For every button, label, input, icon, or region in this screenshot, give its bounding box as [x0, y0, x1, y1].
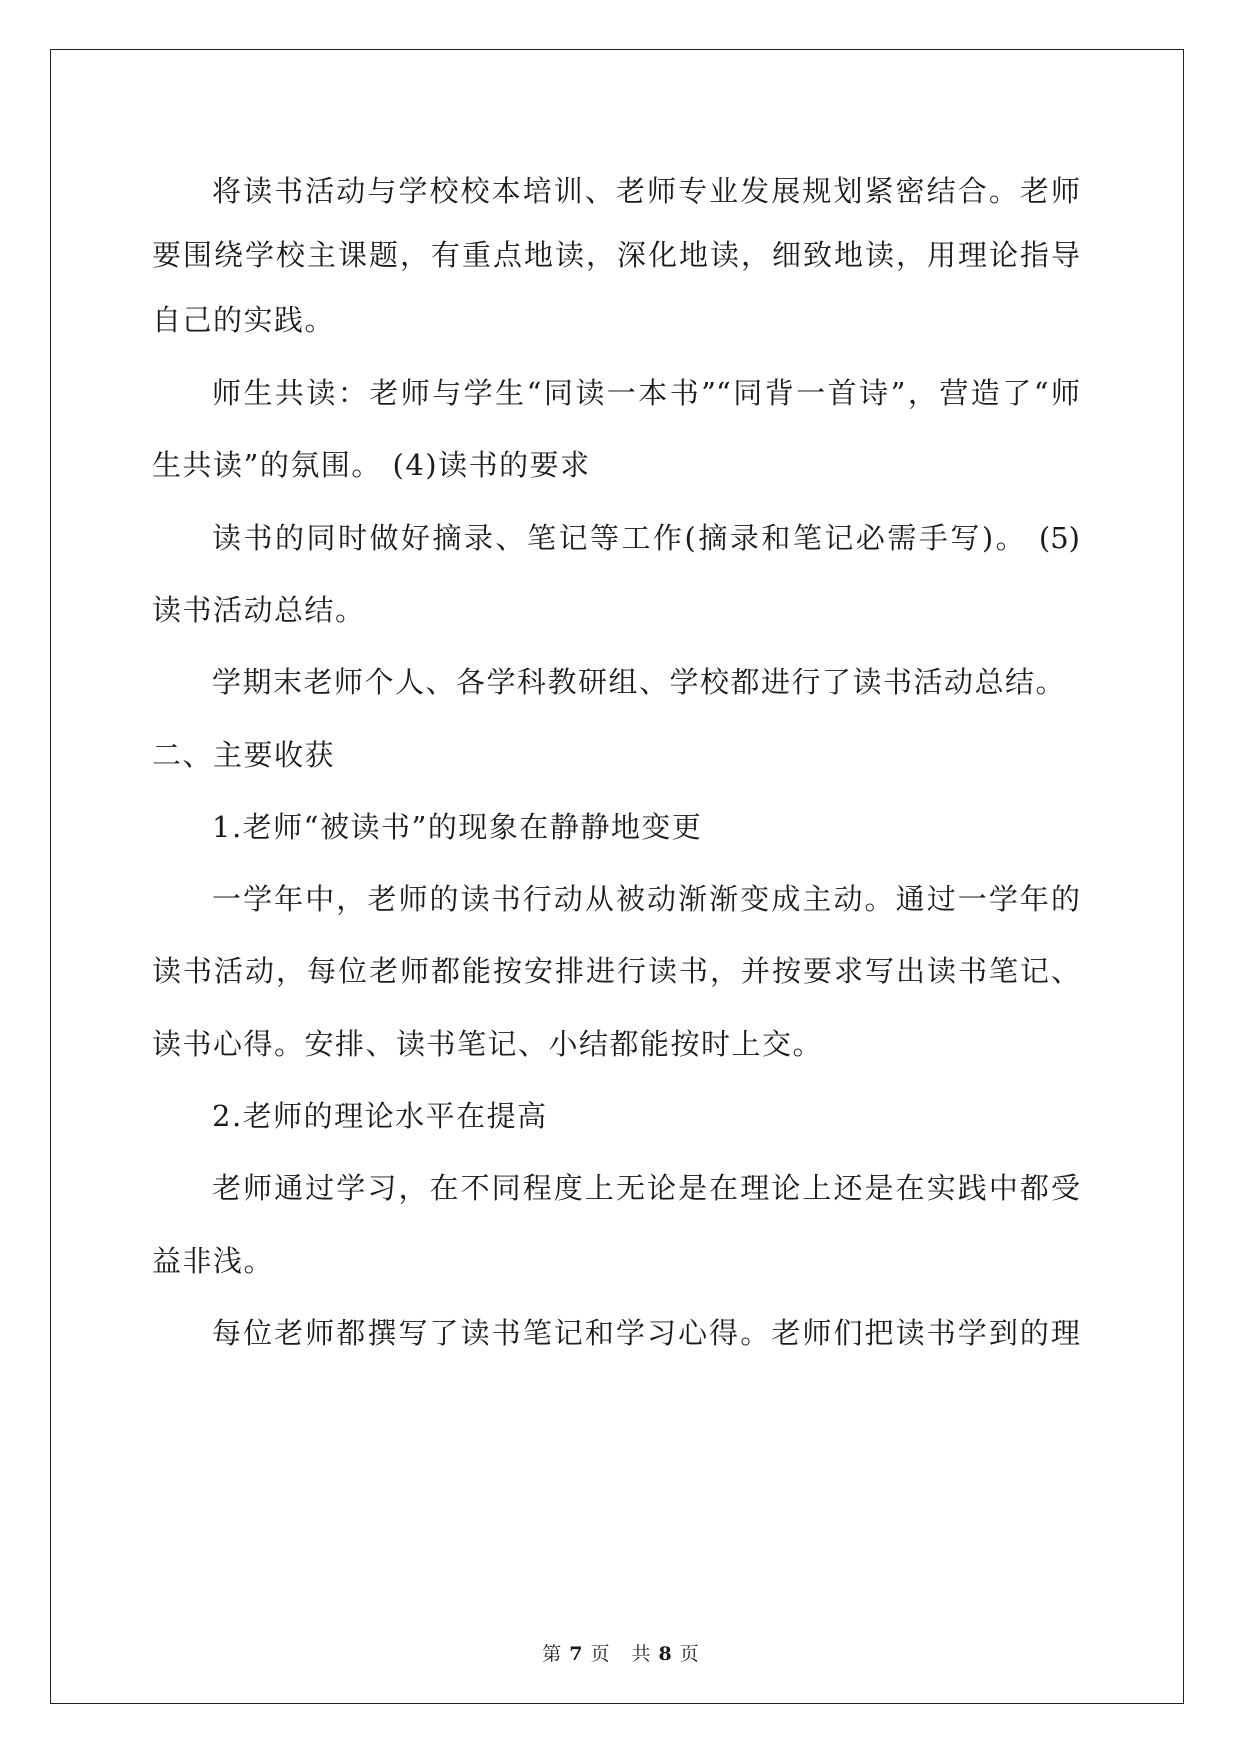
body-line-12: 老师通过学习，在不同程度上无论是在理论上还是在实践中都受: [212, 1171, 1080, 1205]
body-line-14: 每位老师都撰写了读书笔记和学习心得。老师们把读书学到的理: [212, 1316, 1080, 1350]
page-number: 第 7 页: [542, 1643, 610, 1665]
body-line-11: 读书心得。安排、读书笔记、小结都能按时上交。: [152, 1027, 824, 1061]
body-line-10: 读书活动，每位老师都能按安排进行读书，并按要求写出读书笔记、: [152, 954, 1080, 988]
body-line-3: 自己的实践。: [152, 303, 336, 337]
section-heading: 二、主要收获: [152, 738, 336, 772]
body-line-1: 将读书活动与学校校本培训、老师专业发展规划紧密结合。老师: [212, 174, 1080, 208]
body-line-2: 要围绕学校主课题，有重点地读，深化地读，细致地读，用理论指导: [152, 238, 1080, 272]
page-total: 共 8 页: [631, 1643, 699, 1665]
body-line-13: 益非浅。: [152, 1244, 275, 1278]
page-border: [50, 49, 1184, 1704]
page-footer: [0, 1642, 1241, 1666]
body-line-4: 师生共读：老师与学生“同读一本书”“同背一首诗”，营造了“师: [212, 376, 1080, 410]
subheading-2: 2.老师的理论水平在提高: [212, 1099, 548, 1133]
body-line-9: 一学年中，老师的读书行动从被动渐渐变成主动。通过一学年的: [212, 882, 1080, 916]
subheading-1: 1.老师“被读书”的现象在静静地变更: [212, 810, 703, 844]
body-line-5: 生共读”的氛围。 (4)读书的要求: [152, 448, 591, 482]
body-line-6: 读书的同时做好摘录、笔记等工作(摘录和笔记必需手写)。 (5): [212, 521, 1080, 555]
body-line-8: 学期末老师个人、各学科教研组、学校都进行了读书活动总结。: [212, 665, 1067, 699]
body-line-7: 读书活动总结。: [152, 593, 366, 627]
